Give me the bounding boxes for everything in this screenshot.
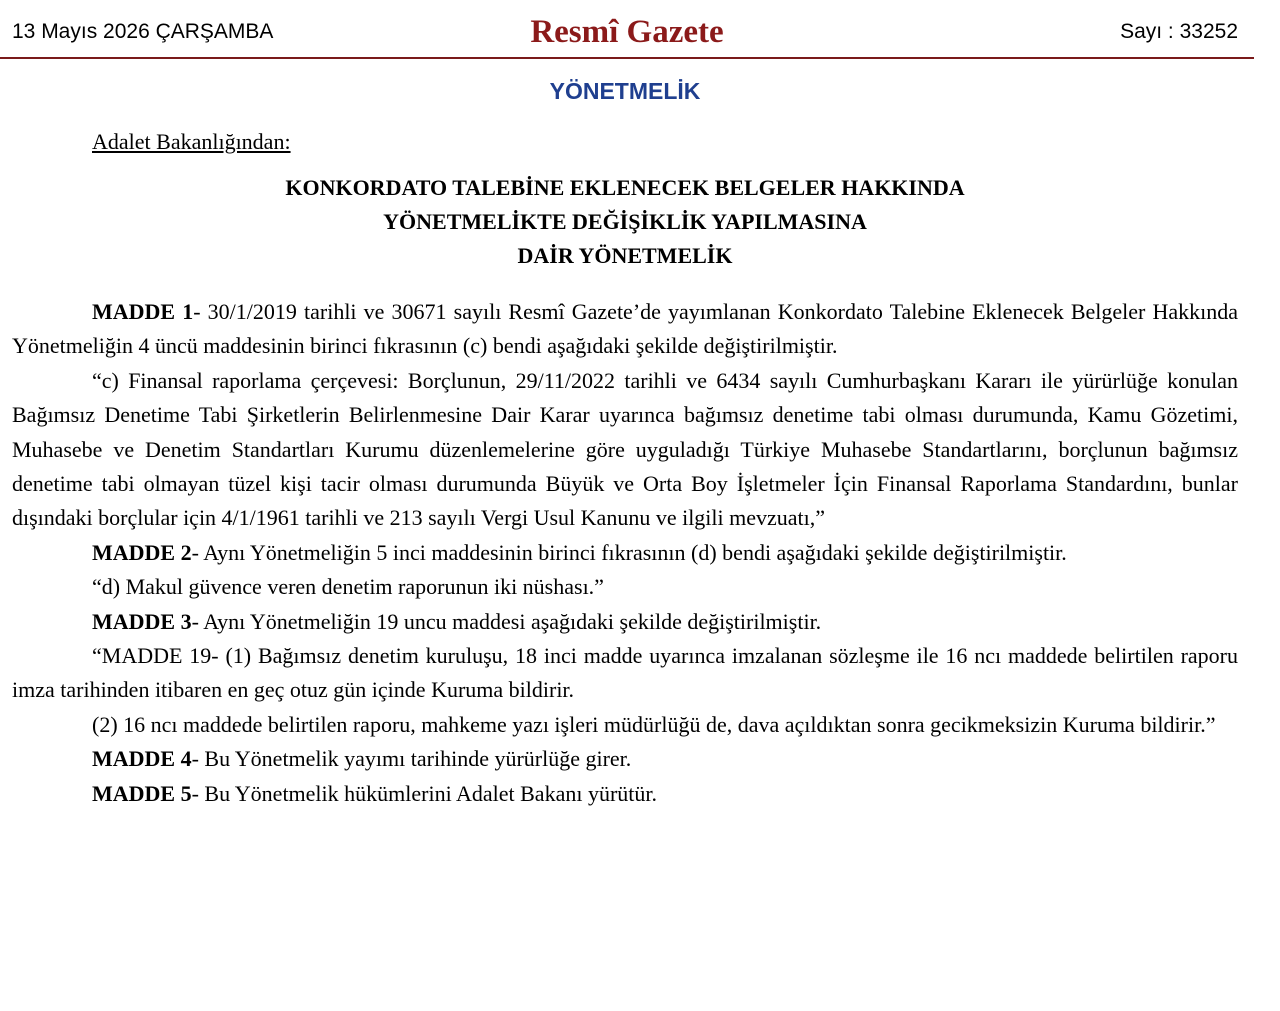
gazette-header (0, 0, 1254, 59)
gazette-title: Resmî Gazete (530, 14, 724, 50)
article-2 (12, 536, 1238, 570)
regulation-title-line: YÖNETMELİKTE DEĞİŞİKLİK YAPILMASINA (383, 209, 867, 234)
article-text: - Aynı Yönetmeliğin 19 uncu maddesi aşağıdaki şekilde değiştirilmiştir. (191, 608, 822, 634)
publication-date: 13 Mayıs 2026 ÇARŞAMBA (12, 20, 274, 43)
article-2-quote: “d) Makul güvence veren denetim raporunun iki nüshası.” (92, 574, 604, 600)
article-text: - Aynı Yönetmeliğin 5 inci maddesinin birinci fıkrasının (d) bendi aşağıdaki şekilde değiştirilmiştir. (191, 539, 1067, 565)
article-3-quote-paragraph-1: “MADDE 19- (1) Bağımsız denetim kuruluşu, 18 inci madde uyarınca imzalanan sözleşme ile 16 ncı maddede belirtilen raporu imza tarihinden itibaren en geç otuz gün içinde Kuruma bildirir. (12, 643, 1238, 703)
regulation-title-line: DAİR YÖNETMELİK (517, 243, 733, 268)
article-label: MADDE 5 (92, 780, 192, 806)
article-text: - Bu Yönetmelik yayımı tarihinde yürürlüğe girer. (191, 746, 632, 772)
article-1 (12, 295, 1238, 364)
article-5 (12, 777, 1238, 811)
article-3 (12, 605, 1238, 639)
section-type-heading: YÖNETMELİK (549, 78, 701, 104)
article-text: - Bu Yönetmelik hükümlerini Adalet Bakanı yürütür. (191, 780, 657, 806)
article-4 (12, 742, 1238, 776)
article-label: MADDE 3 (92, 608, 192, 634)
article-1-quote: “c) Finansal raporlama çerçevesi: Borçlunun, 29/11/2022 tarihli ve 6434 sayılı Cumhurbaşkanı Kararı ile yürürlüğe konulan Bağımsız Denetime Tabi Şirketlerin Belirlenmesine Dair Karar uyarınca bağımsız denetime tabi olması durumunda, Kamu Gözetimi, Muhasebe ve Denetim Standartları Kurumu düzenlemelerine göre uyguladığı Türkiye Muhasebe Standartlarını, borçlunun bağımsız denetime tabi olmayan tüzel kişi tacir olması durumunda Büyük ve Orta Boy İşletmeler İçin Finansal Raporlama Standardını, bunlar dışındaki borçlular için 4/1/1961 tarihli ve 213 sayılı Vergi Usul Kanunu ve ilgili mevzuatı,” (12, 367, 1238, 531)
regulation-title (0, 171, 1250, 273)
article-label: MADDE 2 (92, 539, 192, 565)
article-label: MADDE 4 (92, 746, 192, 772)
regulation-body (12, 295, 1238, 811)
issuing-ministry: Adalet Bakanlığından: (92, 129, 291, 154)
regulation-title-line: KONKORDATO TALEBİNE EKLENECEK BELGELER HAKKINDA (285, 175, 965, 200)
article-3-quote-paragraph-2: (2) 16 ncı maddede belirtilen raporu, mahkeme yazı işleri müdürlüğü de, dava açıldıktan sonra gecikmeksizin Kuruma bildirir.” (92, 711, 1216, 737)
issue-number: Sayı : 33252 (1120, 20, 1238, 43)
article-text: - 30/1/2019 tarihli ve 30671 sayılı Resmî Gazete’de yayımlanan Konkordato Talebine Eklenecek Belgeler Hakkında Yönetmeliğin 4 üncü maddesinin birinci fıkrasının (c) bendi aşağıdaki şekilde değiştirilmiştir. (12, 299, 1238, 359)
article-label: MADDE 1 (92, 299, 194, 324)
